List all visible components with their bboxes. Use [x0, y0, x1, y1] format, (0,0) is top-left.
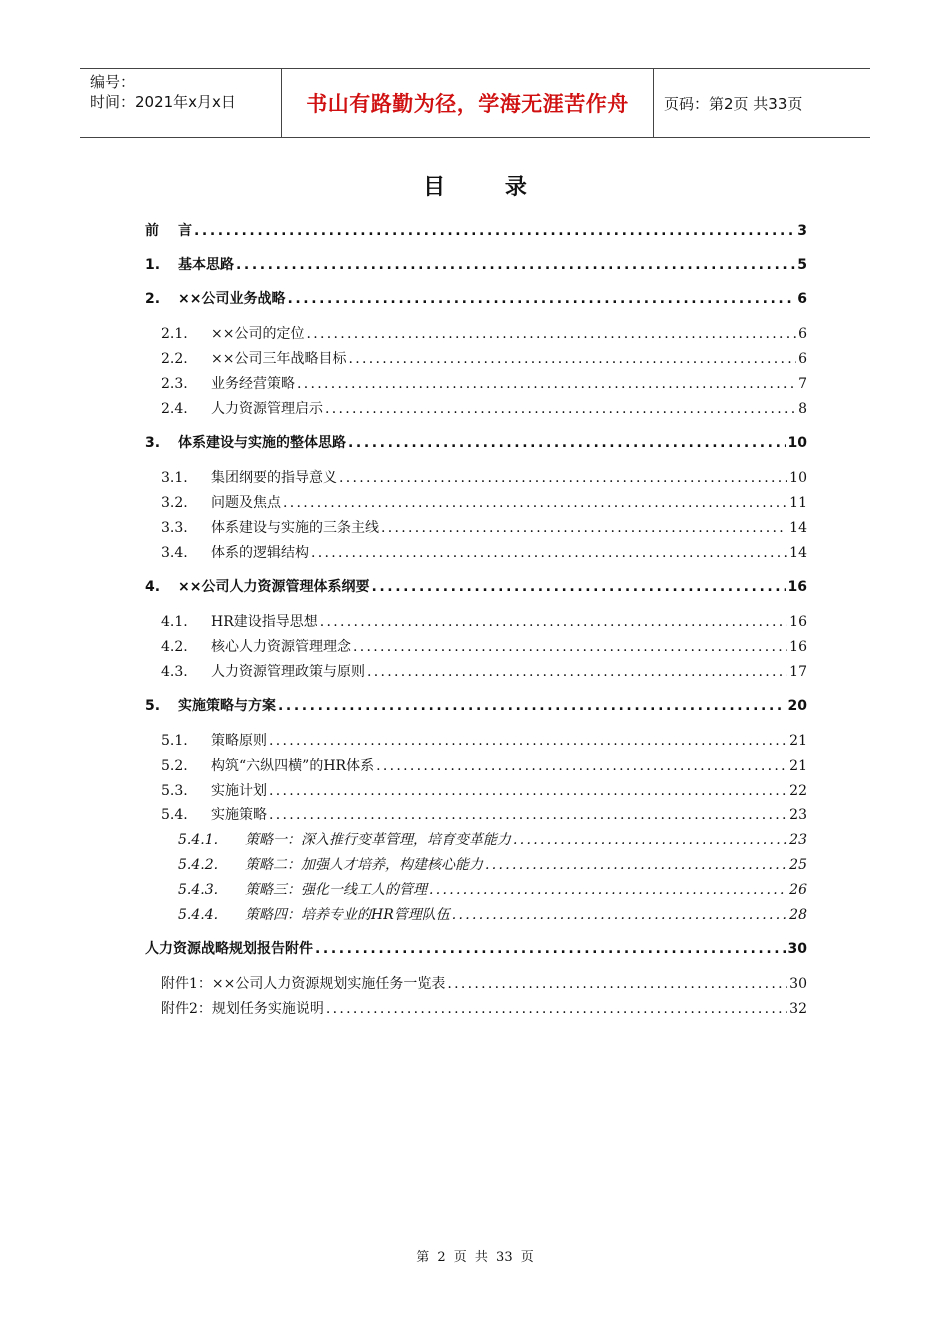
toc-entry-number: 4.1.	[161, 614, 188, 630]
toc-entry-page: 5	[797, 257, 807, 273]
toc-leader-dots	[353, 636, 787, 658]
toc-leader-dots	[236, 254, 795, 276]
toc-entry-page: 28	[789, 907, 807, 923]
toc-entry-page: 3	[797, 223, 807, 239]
toc-entry-5-4-1[interactable]	[178, 829, 807, 851]
toc-entry-text: ××公司的定位	[211, 326, 305, 342]
toc-entry-3-2[interactable]	[161, 492, 807, 514]
toc-entry-5-4-2[interactable]	[178, 854, 807, 876]
toc-entry-2-2[interactable]	[161, 348, 807, 370]
toc-leader-dots	[339, 467, 787, 489]
page-footer: 第 2 页 共 33 页	[416, 1250, 534, 1265]
toc-entry-appendix-2[interactable]	[161, 998, 807, 1020]
toc-leader-dots	[325, 398, 796, 420]
toc-entry-number: 3.	[145, 435, 161, 451]
toc-entry-number: 2.3.	[161, 376, 188, 392]
toc-entry-5-4-3[interactable]	[178, 879, 807, 901]
toc-entry-text: 体系建设与实施的整体思路	[178, 435, 346, 451]
toc-entry-page: 6	[798, 351, 807, 367]
toc-leader-dots	[306, 323, 796, 345]
toc-entry-number: 5.	[145, 698, 161, 714]
toc-entry-text: 集团纲要的指导意义	[211, 470, 337, 486]
toc-leader-dots	[452, 904, 787, 926]
toc-leader-dots	[283, 492, 787, 514]
toc-entry-text: 策略二：加强人才培养，构建核心能力	[245, 857, 483, 873]
toc-title: 目 录	[423, 175, 553, 200]
toc-leader-dots	[269, 780, 787, 802]
toc-entry-text: 策略原则	[211, 733, 267, 749]
toc-leader-dots	[287, 288, 795, 310]
toc-entry-text: 构筑“六纵四横”的HR体系	[211, 758, 375, 774]
toc-entry-4[interactable]	[145, 576, 807, 598]
toc-entry-page: 6	[797, 291, 807, 307]
toc-leader-dots	[311, 542, 787, 564]
toc-leader-dots	[371, 576, 785, 598]
toc-entry-preface[interactable]	[145, 220, 807, 242]
toc-entry-page: 10	[787, 435, 807, 451]
toc-entry-page: 32	[789, 1001, 807, 1017]
toc-entry-number: 4.3.	[161, 664, 188, 680]
toc-entry-text: 问题及焦点	[211, 495, 281, 511]
toc-entry-appendix-1[interactable]	[161, 973, 807, 995]
toc-entry-page: 16	[789, 614, 807, 630]
toc-entry-3[interactable]	[145, 432, 807, 454]
toc-leader-dots	[278, 695, 786, 717]
toc-entry-text: 策略三：强化一线工人的管理	[245, 882, 427, 898]
toc-entry-number: 5.1.	[161, 733, 188, 749]
toc-entry-text: 业务经营策略	[211, 376, 295, 392]
toc-entry-5-3[interactable]	[161, 780, 807, 802]
toc-entry-text: 体系的逻辑结构	[211, 545, 309, 561]
toc-entry-number: 3.1.	[161, 470, 188, 486]
toc-entry-number: 1.	[145, 257, 161, 273]
toc-entry-page: 6	[798, 326, 807, 342]
toc-entry-page: 17	[789, 664, 807, 680]
toc-entry-5-4[interactable]	[161, 804, 807, 826]
toc-entry-text: 言	[178, 223, 192, 239]
toc-entry-text: HR建设指导思想	[211, 614, 318, 630]
toc-entry-number: 5.4.1.	[178, 832, 219, 848]
toc-entry-text: 实施计划	[211, 783, 267, 799]
toc-entry-page: 21	[789, 758, 807, 774]
toc-entry-text: 附件1：××公司人力资源规划实施任务一览表	[161, 976, 446, 992]
toc-entry-text: ××公司三年战略目标	[211, 351, 347, 367]
toc-entry-appendix[interactable]	[145, 938, 807, 960]
toc-entry-4-2[interactable]	[161, 636, 807, 658]
toc-entry-4-1[interactable]	[161, 611, 807, 633]
toc-entry-page: 26	[789, 882, 807, 898]
toc-entry-text: 策略一：深入推行变革管理，培育变革能力	[245, 832, 511, 848]
toc-entry-text: ××公司人力资源管理体系纲要	[178, 579, 370, 595]
toc-entry-number: 2.1.	[161, 326, 188, 342]
toc-entry-3-1[interactable]	[161, 467, 807, 489]
toc-leader-dots	[348, 432, 786, 454]
toc-entry-number: 5.2.	[161, 758, 188, 774]
toc-entry-text: 人力资源管理启示	[211, 401, 323, 417]
toc-entry-page: 20	[787, 698, 807, 714]
toc-entry-page: 10	[789, 470, 807, 486]
toc-entry-number: 5.3.	[161, 783, 188, 799]
toc-entry-number: 3.3.	[161, 520, 188, 536]
toc-entry-text: 策略四：培养专业的HR管理队伍	[245, 907, 450, 923]
toc-leader-dots	[381, 517, 787, 539]
toc-entry-page: 21	[789, 733, 807, 749]
header-meta	[80, 69, 281, 137]
toc-entry-page: 30	[789, 976, 807, 992]
toc-entry-3-4[interactable]	[161, 542, 807, 564]
toc-entry-number: 2.	[145, 291, 161, 307]
toc-entry-page: 7	[798, 376, 807, 392]
toc-entry-number: 前	[145, 223, 159, 239]
toc-entry-5-4-4[interactable]	[178, 904, 807, 926]
toc-entry-text: ××公司业务战略	[178, 291, 286, 307]
header-motto: 书山有路勤为径，学海无涯苦作舟	[281, 69, 654, 137]
toc-entry-2-3[interactable]	[161, 373, 807, 395]
toc-leader-dots	[348, 348, 796, 370]
toc-leader-dots	[485, 854, 787, 876]
toc-leader-dots	[429, 879, 787, 901]
toc-entry-1[interactable]	[145, 254, 807, 276]
toc-entry-page: 14	[789, 545, 807, 561]
toc-entry-page: 11	[789, 495, 807, 511]
toc-entry-text: 人力资源管理政策与原则	[211, 664, 365, 680]
toc-entry-page: 25	[789, 857, 807, 873]
toc-entry-text: 附件2：规划任务实施说明	[161, 1001, 324, 1017]
toc-entry-page: 8	[798, 401, 807, 417]
toc-entry-number: 5.4.3.	[178, 882, 219, 898]
toc-entry-number: 4.2.	[161, 639, 188, 655]
toc-leader-dots	[447, 973, 787, 995]
toc-entry-number: 5.4.2.	[178, 857, 219, 873]
toc-entry-text: 基本思路	[178, 257, 234, 273]
toc-entry-number: 2.4.	[161, 401, 188, 417]
toc-entry-5-1[interactable]	[161, 730, 807, 752]
toc-leader-dots	[269, 804, 787, 826]
toc-entry-text: 人力资源战略规划报告附件	[145, 941, 313, 957]
toc-leader-dots	[315, 938, 786, 960]
toc-entry-number: 2.2.	[161, 351, 188, 367]
toc-entry-number: 5.4.4.	[178, 907, 219, 923]
toc-leader-dots	[376, 755, 787, 777]
toc-entry-page: 14	[789, 520, 807, 536]
toc-leader-dots	[269, 730, 787, 752]
toc-entry-page: 30	[787, 941, 807, 957]
toc-entry-2[interactable]	[145, 288, 807, 310]
toc-leader-dots	[513, 829, 787, 851]
toc-entry-page: 16	[787, 579, 807, 595]
toc-entry-text: 实施策略	[211, 807, 267, 823]
toc-entry-page: 23	[789, 832, 807, 848]
toc-entry-text: 核心人力资源管理理念	[211, 639, 351, 655]
toc-entry-number: 3.2.	[161, 495, 188, 511]
toc-entry-page: 22	[789, 783, 807, 799]
toc-entry-2-4[interactable]	[161, 398, 807, 420]
toc-entry-number: 4.	[145, 579, 161, 595]
toc-entry-5-2[interactable]	[161, 755, 807, 777]
toc-leader-dots	[326, 998, 787, 1020]
toc-entry-3-3[interactable]	[161, 517, 807, 539]
toc-entry-2-1[interactable]	[161, 323, 807, 345]
toc-leader-dots	[367, 661, 787, 683]
toc-entry-4-3[interactable]	[161, 661, 807, 683]
toc-entry-page: 23	[789, 807, 807, 823]
number-label: 编号：	[90, 73, 136, 91]
toc-entry-number: 5.4.	[161, 807, 188, 823]
toc-leader-dots	[194, 220, 795, 242]
toc-entry-text: 实施策略与方案	[178, 698, 276, 714]
page-header	[80, 68, 870, 138]
toc-entry-page: 16	[789, 639, 807, 655]
header-page-info: 页码：第2页 共33页	[664, 94, 803, 113]
toc-leader-dots	[320, 611, 787, 633]
toc-leader-dots	[297, 373, 796, 395]
time-label: 时间：2021年x月x日	[90, 93, 236, 111]
toc-entry-number: 3.4.	[161, 545, 188, 561]
toc-entry-5[interactable]	[145, 695, 807, 717]
toc-entry-text: 体系建设与实施的三条主线	[211, 520, 379, 536]
